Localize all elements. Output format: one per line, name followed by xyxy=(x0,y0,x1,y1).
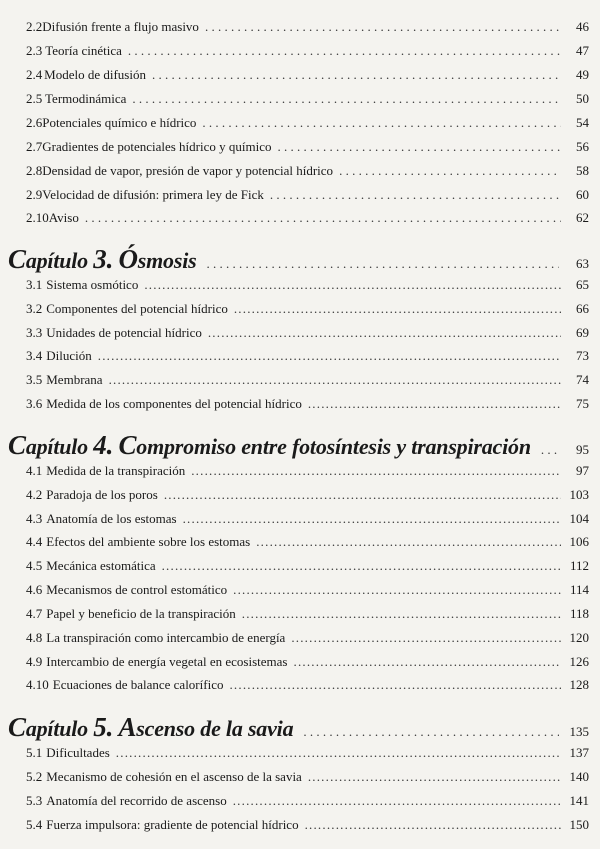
dot-leader xyxy=(152,67,561,83)
page-number: 141 xyxy=(569,793,589,808)
page-number: 95 xyxy=(576,442,589,457)
section-number: 3.5 xyxy=(26,372,43,387)
section-title: Medida de la transpiración xyxy=(46,463,186,478)
toc-entry[interactable] xyxy=(26,396,589,412)
section-number: 2.2 xyxy=(26,19,43,34)
page-number: 75 xyxy=(576,396,589,411)
toc-entry[interactable] xyxy=(26,91,589,107)
section-title: Aviso xyxy=(48,210,79,225)
toc-entry[interactable] xyxy=(26,67,589,83)
toc-entry[interactable] xyxy=(26,163,589,179)
section-title: Efectos del ambiente sobre los estomas xyxy=(46,534,251,549)
page-number: 126 xyxy=(569,654,589,669)
page-number: 135 xyxy=(569,724,589,739)
section-number: 3.4 xyxy=(26,348,43,363)
toc-entry[interactable] xyxy=(26,769,589,785)
chapter-title: Capítulo 4. Compromiso entre fotosíntesis y transpiración xyxy=(8,430,531,460)
section-number: 2.10 xyxy=(26,210,49,225)
dot-leader xyxy=(202,115,561,131)
dot-leader xyxy=(132,91,561,107)
dot-leader xyxy=(207,256,560,272)
section-number: 2.5 xyxy=(26,91,43,106)
toc-entry[interactable] xyxy=(26,210,589,226)
dot-leader xyxy=(308,769,561,785)
section-number: 4.2 xyxy=(26,487,43,502)
page-number: 58 xyxy=(576,163,589,178)
page-number: 69 xyxy=(576,325,589,340)
section-number: 5.2 xyxy=(26,769,43,784)
toc-entry[interactable] xyxy=(26,115,589,131)
section-title: Sistema osmótico xyxy=(46,277,139,292)
toc-entry[interactable] xyxy=(26,348,589,364)
dot-leader xyxy=(256,534,561,550)
dot-leader xyxy=(98,348,561,364)
section-title: Paradoja de los poros xyxy=(46,487,158,502)
section-title: Papel y beneficio de la transpiración xyxy=(46,606,236,621)
toc-entry[interactable] xyxy=(26,654,589,670)
section-title: Mecanismos de control estomático xyxy=(46,582,228,597)
section-number: 2.8 xyxy=(26,163,43,178)
section-title: Dificultades xyxy=(46,745,110,760)
dot-leader xyxy=(109,372,561,388)
section-number: 2.4 xyxy=(26,67,43,82)
section-number: 2.7 xyxy=(26,139,43,154)
toc-entry[interactable] xyxy=(26,582,589,598)
chapter-title: Capítulo 3. Ósmosis xyxy=(8,244,197,274)
section-number: 4.5 xyxy=(26,558,43,573)
page-number: 47 xyxy=(576,43,589,58)
page-number: 150 xyxy=(569,817,589,832)
toc-entry[interactable] xyxy=(26,463,589,479)
toc-entry[interactable] xyxy=(26,534,589,550)
section-number: 3.2 xyxy=(26,301,43,316)
section-number: 2.6 xyxy=(26,115,43,130)
section-title: Dilución xyxy=(46,348,92,363)
page-number: 54 xyxy=(576,115,589,130)
section-title: Unidades de potencial hídrico xyxy=(46,325,202,340)
dot-leader xyxy=(116,745,561,761)
page-number: 46 xyxy=(576,19,589,34)
toc-entry[interactable] xyxy=(26,372,589,388)
page-number: 137 xyxy=(569,745,589,760)
dot-leader xyxy=(541,442,559,458)
section-number: 3.6 xyxy=(26,396,43,411)
toc-entry[interactable] xyxy=(26,745,589,761)
toc-entry[interactable] xyxy=(26,277,589,293)
chapter-heading[interactable] xyxy=(8,712,589,743)
dot-leader xyxy=(162,558,561,574)
page-number: 128 xyxy=(569,677,589,692)
page-number: 97 xyxy=(576,463,589,478)
toc-entry[interactable] xyxy=(26,301,589,317)
dot-leader xyxy=(305,817,561,833)
page-number: 49 xyxy=(576,67,589,82)
section-title: Intercambio de energía vegetal en ecosistemas xyxy=(46,654,288,669)
section-number: 2.3 xyxy=(26,43,43,58)
dot-leader xyxy=(183,511,561,527)
dot-leader xyxy=(233,582,561,598)
section-number: 4.4 xyxy=(26,534,43,549)
section-title: Componentes del potencial hídrico xyxy=(46,301,228,316)
dot-leader xyxy=(242,606,561,622)
page-number: 118 xyxy=(569,606,589,621)
page-number: 66 xyxy=(576,301,589,316)
section-title: Mecánica estomática xyxy=(46,558,156,573)
dot-leader xyxy=(208,325,561,341)
section-title: Velocidad de difusión: primera ley de Fick xyxy=(42,187,264,202)
section-title: Ecuaciones de balance calorífico xyxy=(52,677,224,692)
section-title: Difusión frente a flujo masivo xyxy=(42,19,199,34)
section-title: Fuerza impulsora: gradiente de potencial hídrico xyxy=(46,817,299,832)
toc-entry[interactable] xyxy=(26,43,589,59)
dot-leader xyxy=(128,43,561,59)
section-number: 4.3 xyxy=(26,511,43,526)
page-number: 73 xyxy=(576,348,589,363)
dot-leader xyxy=(294,654,562,670)
section-number: 5.3 xyxy=(26,793,43,808)
toc-entry[interactable] xyxy=(26,558,589,574)
page-number: 60 xyxy=(576,187,589,202)
dot-leader xyxy=(164,487,561,503)
dot-leader xyxy=(233,793,561,809)
page-number: 65 xyxy=(576,277,589,292)
toc-entry[interactable] xyxy=(26,606,589,622)
section-title: Teoría cinética xyxy=(45,43,122,58)
dot-leader xyxy=(234,301,561,317)
section-title: Gradientes de potenciales hídrico y químico xyxy=(42,139,272,154)
page-number: 63 xyxy=(576,256,589,271)
toc-entry[interactable] xyxy=(26,677,589,693)
section-number: 3.1 xyxy=(26,277,43,292)
dot-leader xyxy=(277,139,561,155)
page-number: 106 xyxy=(569,534,589,549)
section-title: Anatomía del recorrido de ascenso xyxy=(46,793,227,808)
page-number: 50 xyxy=(576,91,589,106)
dot-leader xyxy=(144,277,561,293)
section-title: Medida de los componentes del potencial hídrico xyxy=(46,396,302,411)
section-title: Termodinámica xyxy=(45,91,127,106)
section-title: Potenciales químico e hídrico xyxy=(42,115,197,130)
page-number: 62 xyxy=(576,210,589,225)
section-title: Membrana xyxy=(46,372,103,387)
dot-leader xyxy=(205,19,561,35)
page-number: 112 xyxy=(569,558,589,573)
section-number: 4.7 xyxy=(26,606,43,621)
dot-leader xyxy=(270,187,561,203)
page-number: 103 xyxy=(569,487,589,502)
section-title: Mecanismo de cohesión en el ascenso de la savia xyxy=(46,769,302,784)
dot-leader xyxy=(308,396,561,412)
section-title: Modelo de difusión xyxy=(44,67,146,82)
section-number: 2.9 xyxy=(26,187,43,202)
toc-entry[interactable] xyxy=(26,487,589,503)
page-number: 104 xyxy=(569,511,589,526)
toc-entry[interactable] xyxy=(26,793,589,809)
page-number: 140 xyxy=(569,769,589,784)
chapter-heading[interactable] xyxy=(8,430,589,461)
toc-entry[interactable] xyxy=(26,19,589,35)
dot-leader xyxy=(85,210,561,226)
section-number: 4.8 xyxy=(26,630,43,645)
page-number: 120 xyxy=(569,630,589,645)
section-number: 3.3 xyxy=(26,325,43,340)
section-title: La transpiración como intercambio de energía xyxy=(46,630,286,645)
toc-entry[interactable] xyxy=(26,817,589,833)
toc-entry[interactable] xyxy=(26,511,589,527)
dot-leader xyxy=(291,630,561,646)
section-number: 4.9 xyxy=(26,654,43,669)
toc-entry[interactable] xyxy=(26,139,589,155)
section-number: 4.1 xyxy=(26,463,43,478)
dot-leader xyxy=(229,677,561,693)
toc-entry[interactable] xyxy=(26,630,589,646)
dot-leader xyxy=(303,724,559,740)
chapter-title: Capítulo 5. Ascenso de la savia xyxy=(8,712,294,742)
dot-leader xyxy=(339,163,561,179)
page-number: 56 xyxy=(576,139,589,154)
chapter-heading[interactable] xyxy=(8,244,589,275)
section-number: 5.1 xyxy=(26,745,43,760)
section-number: 5.4 xyxy=(26,817,43,832)
section-title: Densidad de vapor, presión de vapor y potencial hídrico xyxy=(42,163,334,178)
section-title: Anatomía de los estomas xyxy=(46,511,177,526)
toc-entry[interactable] xyxy=(26,187,589,203)
page-number: 74 xyxy=(576,372,589,387)
section-number: 4.6 xyxy=(26,582,43,597)
section-number: 4.10 xyxy=(26,677,49,692)
dot-leader xyxy=(191,463,561,479)
toc-entry[interactable] xyxy=(26,325,589,341)
page-number: 114 xyxy=(569,582,589,597)
